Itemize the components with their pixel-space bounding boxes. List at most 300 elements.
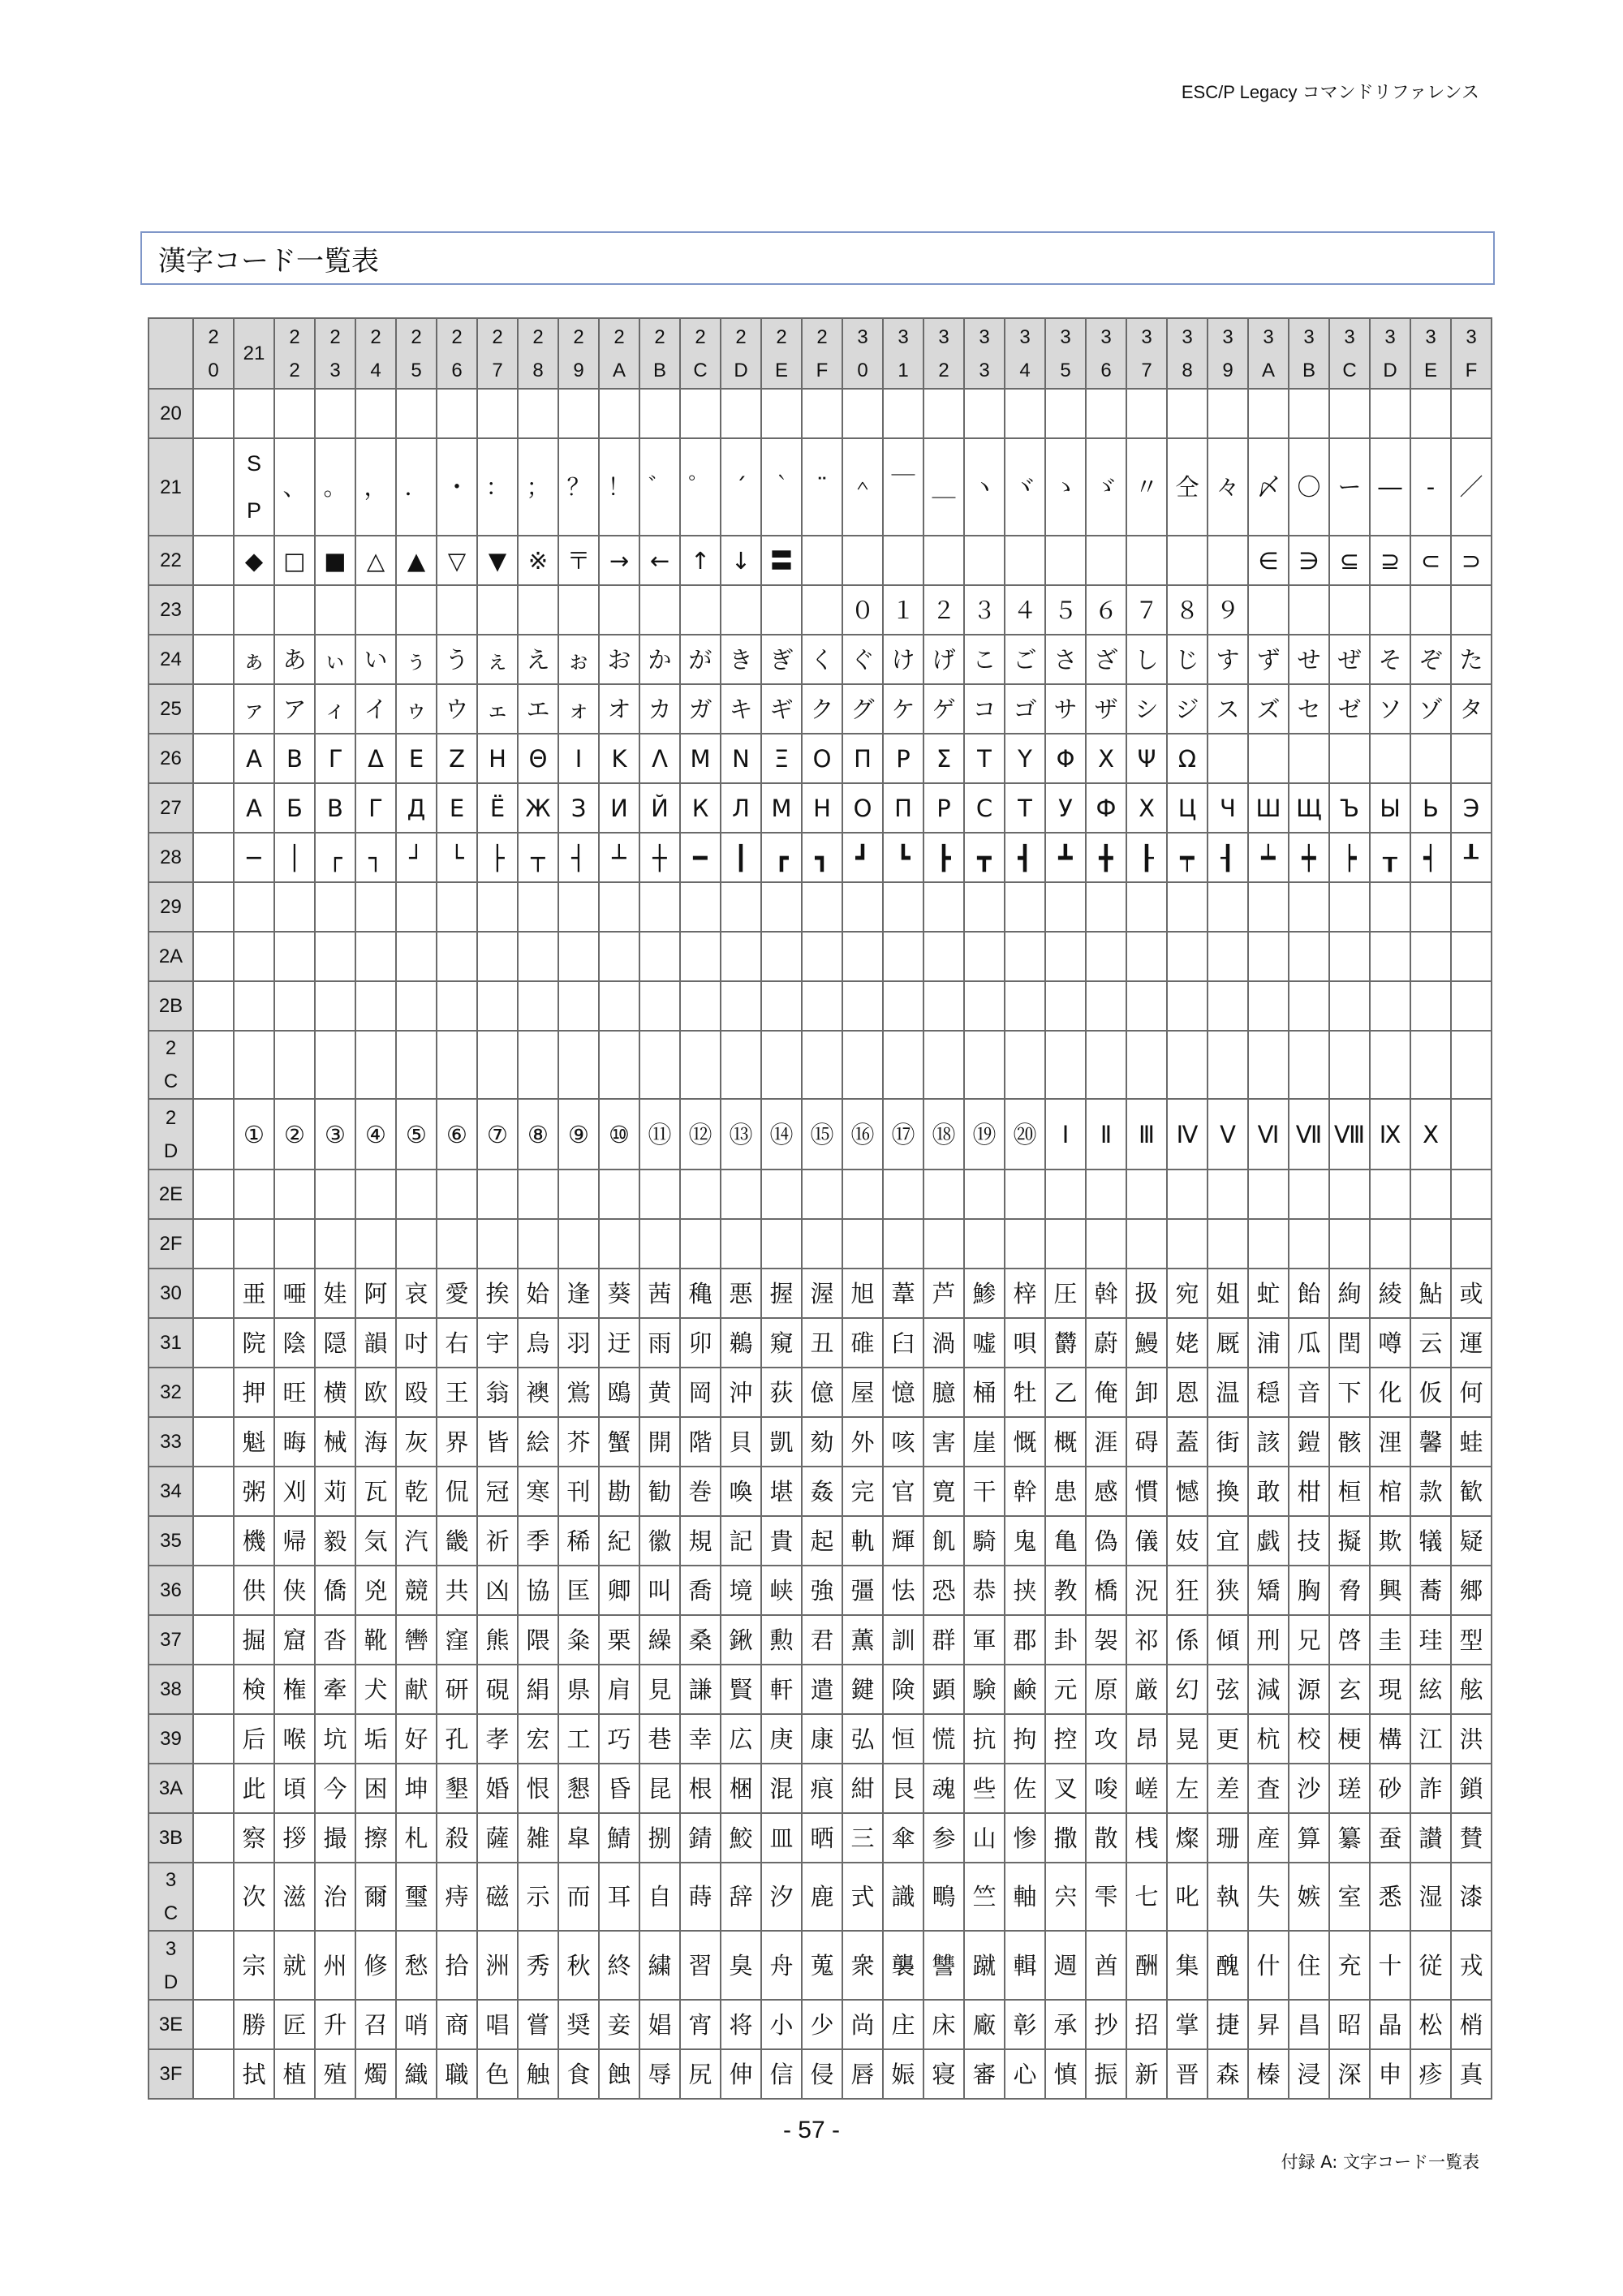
- code-cell: 宏: [518, 1714, 558, 1764]
- code-cell: 彰: [1005, 2000, 1045, 2049]
- code-cell: 酋: [1086, 1931, 1126, 2000]
- code-cell: [883, 1031, 923, 1099]
- code-cell: [1451, 932, 1492, 981]
- code-cell: 校: [1289, 1714, 1329, 1764]
- code-cell: Ⅶ: [1289, 1099, 1329, 1170]
- code-cell: [477, 585, 518, 635]
- code-cell: Ё: [477, 783, 518, 833]
- column-header: 3 D: [1370, 318, 1410, 389]
- code-cell: [923, 536, 964, 585]
- code-cell: [802, 536, 842, 585]
- code-cell: 境: [721, 1566, 761, 1615]
- code-cell: [1208, 536, 1248, 585]
- table-row: [149, 1714, 1492, 1764]
- code-cell: [274, 389, 315, 438]
- code-cell: 商: [437, 2000, 477, 2049]
- code-cell: ※: [518, 536, 558, 585]
- code-cell: 険: [883, 1665, 923, 1714]
- code-cell: 詐: [1410, 1764, 1451, 1813]
- code-cell: 参: [923, 1813, 964, 1863]
- code-cell: [1126, 932, 1167, 981]
- code-cell: 辱: [639, 2049, 680, 2099]
- code-cell: [639, 932, 680, 981]
- code-cell: 峡: [761, 1566, 802, 1615]
- code-cell: 伸: [721, 2049, 761, 2099]
- code-cell: [1086, 1219, 1126, 1269]
- code-cell: 群: [923, 1615, 964, 1665]
- code-cell: [1370, 389, 1410, 438]
- column-header: 3 A: [1248, 318, 1289, 389]
- code-cell: 晃: [1167, 1714, 1208, 1764]
- code-cell: [193, 2049, 234, 2099]
- code-cell: ・: [437, 438, 477, 536]
- code-cell: Π: [842, 734, 883, 783]
- code-cell: [315, 1031, 355, 1099]
- code-cell: 干: [964, 1467, 1005, 1516]
- code-cell: 吋: [396, 1318, 437, 1368]
- code-cell: 碍: [1126, 1417, 1167, 1467]
- code-cell: [599, 1219, 639, 1269]
- table-row: [149, 833, 1492, 882]
- code-cell: 挨: [477, 1269, 518, 1318]
- code-cell: 恨: [518, 1764, 558, 1813]
- code-cell: [437, 585, 477, 635]
- code-cell: 瑳: [1329, 1764, 1370, 1813]
- column-header: 2 0: [193, 318, 234, 389]
- code-cell: [274, 981, 315, 1031]
- code-cell: [1248, 981, 1289, 1031]
- table-row: [149, 684, 1492, 734]
- code-cell: 構: [1370, 1714, 1410, 1764]
- code-cell: Б: [274, 783, 315, 833]
- code-cell: 戯: [1248, 1516, 1289, 1566]
- code-cell: [964, 981, 1005, 1031]
- code-cell: 娠: [883, 2049, 923, 2099]
- code-cell: 錆: [680, 1813, 721, 1863]
- code-cell: [1208, 1031, 1248, 1099]
- code-cell: [1329, 932, 1370, 981]
- row-header: 28: [149, 833, 193, 882]
- row-header: 35: [149, 1516, 193, 1566]
- code-cell: 繍: [639, 1931, 680, 2000]
- code-cell: 完: [842, 1467, 883, 1516]
- code-cell: [193, 932, 234, 981]
- code-cell: Ε: [396, 734, 437, 783]
- code-cell: [315, 882, 355, 932]
- code-cell: [1410, 882, 1451, 932]
- code-cell: 興: [1370, 1566, 1410, 1615]
- code-cell: 軒: [761, 1665, 802, 1714]
- code-cell: 小: [761, 2000, 802, 2049]
- code-cell: [721, 882, 761, 932]
- code-cell: さ: [1045, 635, 1086, 684]
- code-cell: [721, 1219, 761, 1269]
- code-cell: [1289, 585, 1329, 635]
- code-cell: ┨: [1208, 833, 1248, 882]
- code-cell: [274, 1031, 315, 1099]
- code-cell: 卿: [599, 1566, 639, 1615]
- code-cell: 森: [1208, 2049, 1248, 2099]
- code-cell: し: [1126, 635, 1167, 684]
- code-cell: [1410, 1170, 1451, 1219]
- code-cell: Τ: [964, 734, 1005, 783]
- code-cell: 殖: [315, 2049, 355, 2099]
- code-cell: う: [437, 635, 477, 684]
- code-cell: [964, 389, 1005, 438]
- code-cell: ┷: [1248, 833, 1289, 882]
- code-cell: ソ: [1370, 684, 1410, 734]
- code-cell: 咳: [883, 1417, 923, 1467]
- code-cell: 寛: [923, 1467, 964, 1516]
- code-cell: [396, 389, 437, 438]
- column-header: 3 8: [1167, 318, 1208, 389]
- code-cell: [761, 981, 802, 1031]
- code-cell: 雫: [1086, 1863, 1126, 1931]
- code-cell: 虻: [1248, 1269, 1289, 1318]
- row-header: 33: [149, 1417, 193, 1467]
- code-cell: 蝕: [599, 2049, 639, 2099]
- section-title: 漢字コード一覧表: [158, 244, 379, 278]
- code-cell: [1045, 536, 1086, 585]
- code-cell: Х: [1126, 783, 1167, 833]
- code-cell: 噂: [1370, 1318, 1410, 1368]
- code-cell: 凶: [477, 1566, 518, 1615]
- code-cell: か: [639, 635, 680, 684]
- code-cell: [193, 1714, 234, 1764]
- code-cell: 疹: [1410, 2049, 1451, 2099]
- code-cell: [518, 981, 558, 1031]
- corner-cell: [149, 318, 193, 389]
- code-cell: 陰: [274, 1318, 315, 1368]
- code-cell: [1208, 932, 1248, 981]
- code-cell: 供: [234, 1566, 274, 1615]
- code-cell: サ: [1045, 684, 1086, 734]
- code-cell: ⑩: [599, 1099, 639, 1170]
- column-header: 2 8: [518, 318, 558, 389]
- code-cell: 左: [1167, 1764, 1208, 1813]
- code-cell: Γ: [315, 734, 355, 783]
- code-cell: 閏: [1329, 1318, 1370, 1368]
- code-cell: Ⅵ: [1248, 1099, 1289, 1170]
- code-cell: 貴: [761, 1516, 802, 1566]
- code-cell: 江: [1410, 1714, 1451, 1764]
- code-cell: В: [315, 783, 355, 833]
- code-cell: 栗: [599, 1615, 639, 1665]
- code-cell: 桟: [1126, 1813, 1167, 1863]
- code-cell: 乾: [396, 1467, 437, 1516]
- code-cell: 競: [396, 1566, 437, 1615]
- code-cell: 芦: [923, 1269, 964, 1318]
- code-cell: ェ: [477, 684, 518, 734]
- code-cell: [842, 981, 883, 1031]
- code-cell: ╋: [1086, 833, 1126, 882]
- code-cell: じ: [1167, 635, 1208, 684]
- code-cell: ⑳: [1005, 1099, 1045, 1170]
- table-row: [149, 536, 1492, 585]
- code-cell: 教: [1045, 1566, 1086, 1615]
- code-cell: [234, 981, 274, 1031]
- code-cell: 翁: [477, 1368, 518, 1417]
- code-cell: 娃: [315, 1269, 355, 1318]
- code-cell: 俺: [1086, 1368, 1126, 1417]
- code-cell: 刈: [274, 1467, 315, 1516]
- code-cell: 該: [1248, 1417, 1289, 1467]
- code-cell: 脅: [1329, 1566, 1370, 1615]
- code-cell: 昇: [1248, 2000, 1289, 2049]
- code-cell: [1005, 1031, 1045, 1099]
- code-cell: [721, 1031, 761, 1099]
- code-cell: 信: [761, 2049, 802, 2099]
- code-cell: [721, 389, 761, 438]
- code-cell: А: [234, 783, 274, 833]
- code-cell: 輝: [883, 1516, 923, 1566]
- code-cell: [193, 1764, 234, 1813]
- code-cell: [1005, 1170, 1045, 1219]
- code-cell: [1208, 1170, 1248, 1219]
- code-cell: 梢: [1451, 2000, 1492, 2049]
- code-cell: 鴎: [599, 1368, 639, 1417]
- code-cell: 皆: [477, 1417, 518, 1467]
- code-cell: Ι: [558, 734, 599, 783]
- code-cell: 見: [639, 1665, 680, 1714]
- code-cell: 況: [1126, 1566, 1167, 1615]
- code-cell: 軍: [964, 1615, 1005, 1665]
- code-cell: 慨: [1005, 1417, 1045, 1467]
- code-cell: [193, 585, 234, 635]
- row-header: 20: [149, 389, 193, 438]
- table-row: [149, 635, 1492, 684]
- code-cell: 週: [1045, 1931, 1086, 2000]
- code-cell: [1329, 882, 1370, 932]
- code-cell: ゥ: [396, 684, 437, 734]
- code-cell: ゛: [639, 438, 680, 536]
- column-header-row: [149, 318, 1492, 389]
- code-cell: [964, 932, 1005, 981]
- code-cell: 蕎: [1410, 1566, 1451, 1615]
- code-cell: 何: [1451, 1368, 1492, 1417]
- code-cell: [1451, 734, 1492, 783]
- code-cell: [558, 585, 599, 635]
- column-header: 3 6: [1086, 318, 1126, 389]
- code-cell: 妾: [599, 2000, 639, 2049]
- code-cell: 王: [437, 1368, 477, 1417]
- code-cell: 坑: [315, 1714, 355, 1764]
- code-cell: [842, 1219, 883, 1269]
- code-cell: 源: [1289, 1665, 1329, 1714]
- code-cell: [1005, 882, 1045, 932]
- code-cell: ．: [396, 438, 437, 536]
- code-cell: 撒: [1045, 1813, 1086, 1863]
- code-cell: 院: [234, 1318, 274, 1368]
- code-cell: 集: [1167, 1931, 1208, 2000]
- table-row: [149, 1764, 1492, 1813]
- code-cell: え: [518, 635, 558, 684]
- code-cell: 叫: [639, 1566, 680, 1615]
- code-cell: ３: [964, 585, 1005, 635]
- code-cell: [518, 1219, 558, 1269]
- code-cell: 橋: [1086, 1566, 1126, 1615]
- code-cell: Α: [234, 734, 274, 783]
- code-cell: [1329, 1219, 1370, 1269]
- code-cell: 彊: [842, 1566, 883, 1615]
- code-cell: 堪: [761, 1467, 802, 1516]
- code-cell: [315, 981, 355, 1031]
- code-cell: 鍬: [721, 1615, 761, 1665]
- code-cell: 概: [1045, 1417, 1086, 1467]
- code-cell: 飴: [1289, 1269, 1329, 1318]
- code-cell: [1086, 981, 1126, 1031]
- code-cell: 醜: [1208, 1931, 1248, 2000]
- code-cell: 欺: [1370, 1516, 1410, 1566]
- code-cell: Ⅹ: [1410, 1099, 1451, 1170]
- code-cell: 弘: [842, 1714, 883, 1764]
- code-cell: ┛: [842, 833, 883, 882]
- code-cell: ⑫: [680, 1099, 721, 1170]
- code-cell: [1329, 585, 1370, 635]
- code-cell: 触: [518, 2049, 558, 2099]
- code-cell: 卦: [1045, 1615, 1086, 1665]
- code-cell: ①: [234, 1099, 274, 1170]
- code-cell: 失: [1248, 1863, 1289, 1931]
- code-cell: ８: [1167, 585, 1208, 635]
- code-cell: [518, 1031, 558, 1099]
- code-cell: 窪: [437, 1615, 477, 1665]
- code-cell: С: [964, 783, 1005, 833]
- code-cell: [964, 1031, 1005, 1099]
- code-cell: [1329, 389, 1370, 438]
- code-cell: [1451, 882, 1492, 932]
- code-cell: [842, 882, 883, 932]
- code-cell: [1289, 389, 1329, 438]
- code-cell: Χ: [1086, 734, 1126, 783]
- code-cell: [1126, 882, 1167, 932]
- code-cell: 浦: [1248, 1318, 1289, 1368]
- code-cell: 勧: [639, 1467, 680, 1516]
- code-cell: ゝ: [1045, 438, 1086, 536]
- code-cell: 愛: [437, 1269, 477, 1318]
- code-cell: 燦: [1167, 1813, 1208, 1863]
- code-cell: 慎: [1045, 2049, 1086, 2099]
- code-cell: [193, 734, 234, 783]
- code-cell: [234, 882, 274, 932]
- code-cell: 厳: [1126, 1665, 1167, 1714]
- code-cell: 秀: [518, 1931, 558, 2000]
- code-cell: 桑: [680, 1615, 721, 1665]
- code-cell: 掌: [1167, 2000, 1208, 2049]
- table-row: [149, 438, 1492, 536]
- code-cell: 梱: [721, 1764, 761, 1813]
- column-header: 2 C: [680, 318, 721, 389]
- code-cell: 郷: [1451, 1566, 1492, 1615]
- code-cell: お: [599, 635, 639, 684]
- code-cell: Т: [1005, 783, 1045, 833]
- code-cell: 杭: [1248, 1714, 1289, 1764]
- code-cell: 徽: [639, 1516, 680, 1566]
- code-cell: Ф: [1086, 783, 1126, 833]
- code-cell: 胸: [1289, 1566, 1329, 1615]
- code-cell: 梗: [1329, 1714, 1370, 1764]
- code-cell: [964, 882, 1005, 932]
- code-cell: ォ: [558, 684, 599, 734]
- code-cell: 喬: [680, 1566, 721, 1615]
- code-cell: 砂: [1370, 1764, 1410, 1813]
- running-title: ESC/P Legacy コマンドリファレンス: [1181, 82, 1479, 102]
- section-title-box: [140, 231, 1495, 285]
- code-cell: ⑧: [518, 1099, 558, 1170]
- code-cell: 璽: [396, 1863, 437, 1931]
- code-cell: 熊: [477, 1615, 518, 1665]
- code-cell: ⑯: [842, 1099, 883, 1170]
- code-cell: [437, 981, 477, 1031]
- code-cell: [274, 585, 315, 635]
- code-cell: [1370, 734, 1410, 783]
- code-cell: [193, 2000, 234, 2049]
- code-cell: Ω: [1167, 734, 1208, 783]
- code-cell: З: [558, 783, 599, 833]
- code-cell: が: [680, 635, 721, 684]
- code-cell: 心: [1005, 2049, 1045, 2099]
- code-cell: 将: [721, 2000, 761, 2049]
- code-cell: ┼: [639, 833, 680, 882]
- code-cell: 顕: [923, 1665, 964, 1714]
- code-cell: 玄: [1329, 1665, 1370, 1714]
- code-cell: 自: [639, 1863, 680, 1931]
- code-cell: [315, 932, 355, 981]
- code-cell: 仮: [1410, 1368, 1451, 1417]
- code-cell: 寒: [518, 1467, 558, 1516]
- table-row: [149, 932, 1492, 981]
- column-header: 2 2: [274, 318, 315, 389]
- code-cell: ケ: [883, 684, 923, 734]
- code-cell: 修: [355, 1931, 396, 2000]
- code-cell: ゜: [680, 438, 721, 536]
- code-cell: ９: [1208, 585, 1248, 635]
- row-header: 22: [149, 536, 193, 585]
- code-cell: 卸: [1126, 1368, 1167, 1417]
- code-cell: ，: [355, 438, 396, 536]
- code-cell: [1248, 734, 1289, 783]
- code-cell: Θ: [518, 734, 558, 783]
- column-header: 2 6: [437, 318, 477, 389]
- code-cell: [274, 932, 315, 981]
- code-cell: 横: [315, 1368, 355, 1417]
- code-cell: い: [355, 635, 396, 684]
- code-cell: 黄: [639, 1368, 680, 1417]
- code-cell: [396, 932, 437, 981]
- code-cell: 毅: [315, 1516, 355, 1566]
- code-cell: 儀: [1126, 1516, 1167, 1566]
- code-cell: 恐: [923, 1566, 964, 1615]
- code-cell: 充: [1329, 1931, 1370, 2000]
- code-cell: [1126, 536, 1167, 585]
- code-cell: 界: [437, 1417, 477, 1467]
- code-cell: ：: [477, 438, 518, 536]
- code-cell: 次: [234, 1863, 274, 1931]
- row-header: 23: [149, 585, 193, 635]
- code-cell: 勲: [761, 1615, 802, 1665]
- code-cell: 衆: [842, 1931, 883, 2000]
- code-cell: 懇: [558, 1764, 599, 1813]
- code-cell: 牽: [315, 1665, 355, 1714]
- code-cell: 州: [315, 1931, 355, 2000]
- code-cell: 磁: [477, 1863, 518, 1931]
- code-cell: 悪: [721, 1269, 761, 1318]
- code-cell: 康: [802, 1714, 842, 1764]
- code-cell: 頃: [274, 1764, 315, 1813]
- code-cell: Ρ: [883, 734, 923, 783]
- code-cell: [923, 882, 964, 932]
- code-cell: └: [437, 833, 477, 882]
